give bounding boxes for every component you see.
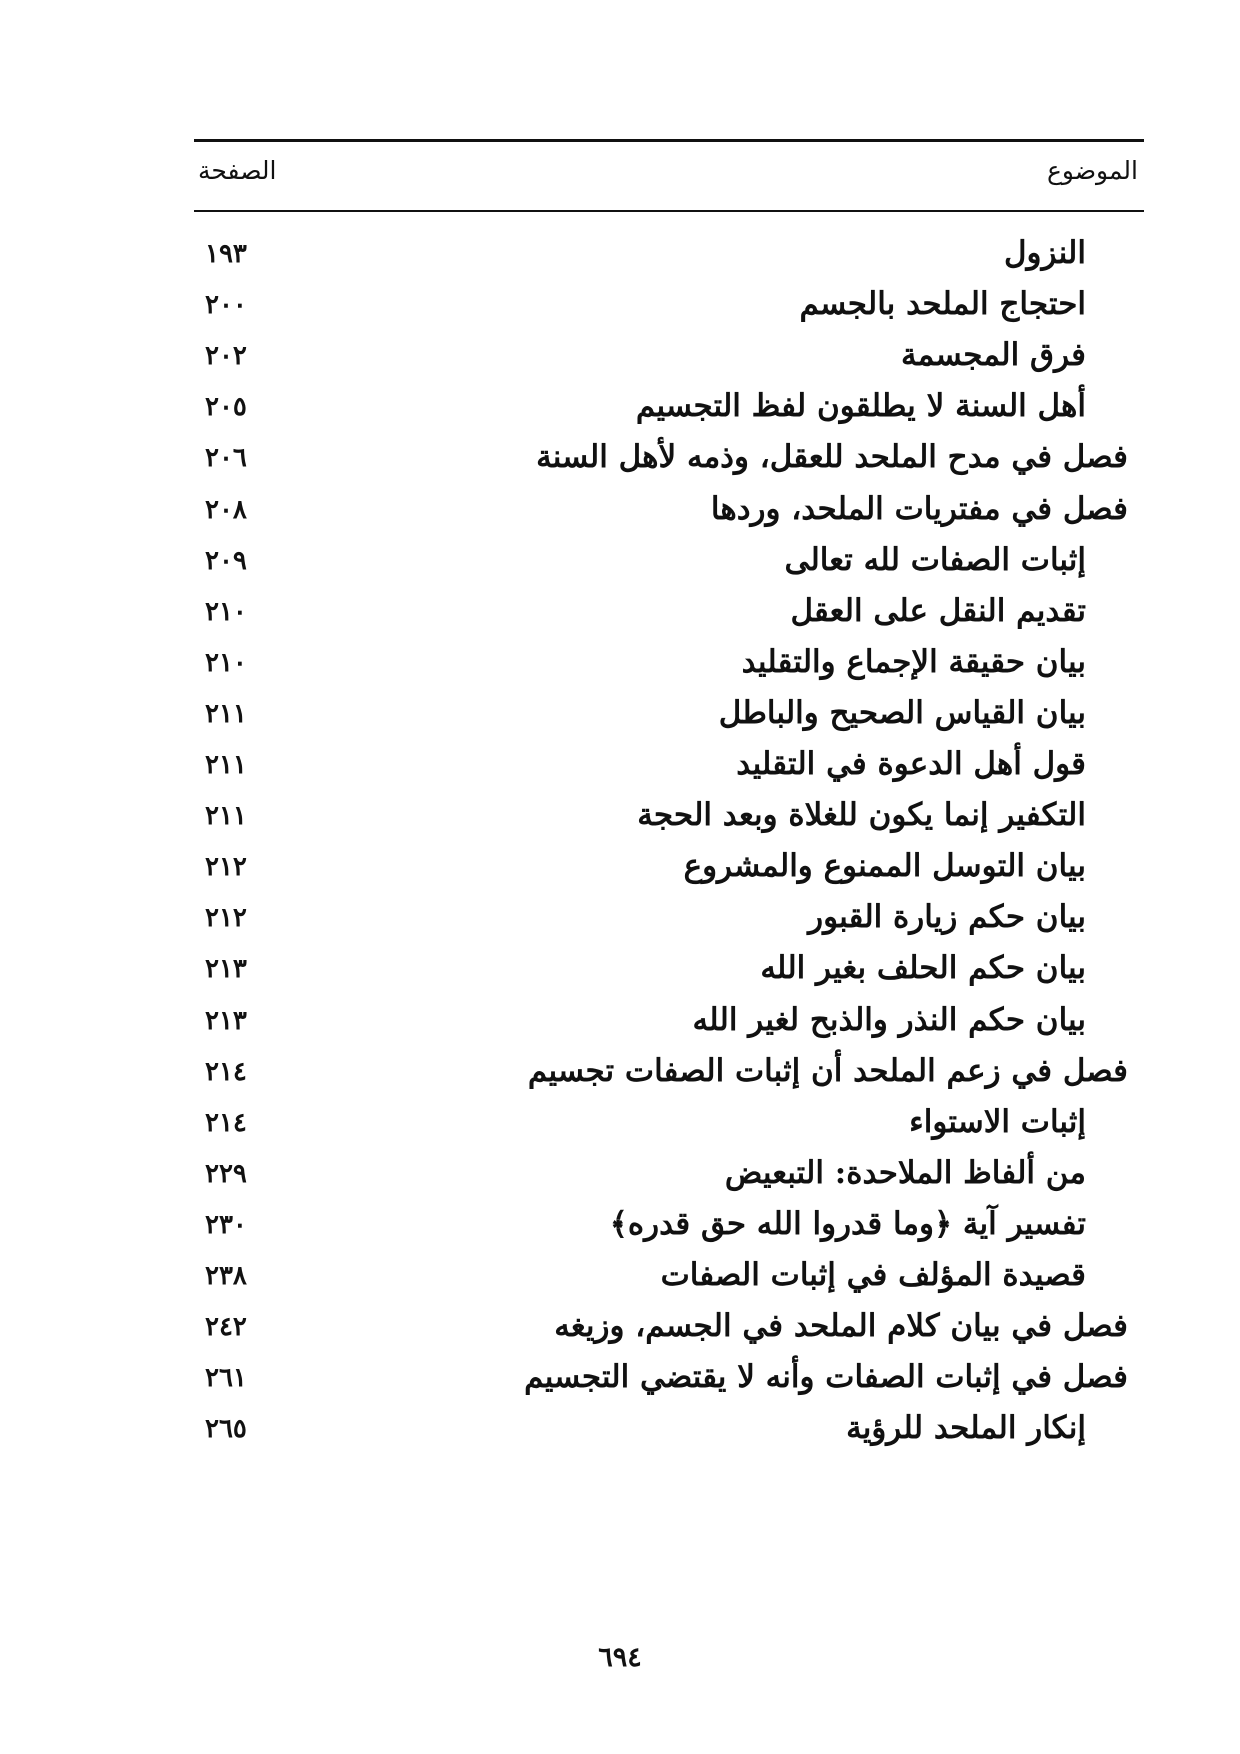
topic-column-header: الموضوع — [1047, 156, 1138, 185]
toc-entry-title: إنكار الملحد للرؤية — [846, 1410, 1086, 1447]
toc-entry — [0, 586, 1240, 636]
toc-entry-page: ٢٦١ — [205, 1363, 247, 1394]
toc-entry — [0, 995, 1240, 1045]
toc-entry — [0, 637, 1240, 687]
toc-entry-title: التكفير إنما يكون للغلاة وبعد الحجة — [637, 797, 1086, 834]
toc-entry-page: ٢١١ — [205, 750, 247, 780]
toc-entry — [0, 1352, 1240, 1402]
toc-entry — [0, 1046, 1240, 1096]
toc-entry-page: ٢١٤ — [205, 1107, 247, 1138]
toc-entry — [0, 892, 1240, 942]
toc-entry-page: ٢٠٢ — [205, 341, 247, 372]
page-number: ٦٩٤ — [598, 1642, 642, 1673]
toc-entry-title: بيان حكم زيارة القبور — [808, 899, 1086, 936]
toc-entry-title: فرق المجسمة — [901, 337, 1086, 374]
toc-entry — [0, 484, 1240, 534]
toc-entry-page: ٢٢٩ — [205, 1158, 247, 1189]
toc-entry — [0, 1097, 1240, 1147]
toc-entry-title: بيان حقيقة الإجماع والتقليد — [741, 643, 1086, 680]
toc-entry-page: ٢١٠ — [205, 596, 247, 627]
toc-entry — [0, 841, 1240, 891]
toc-entry-title: فصل في مفتريات الملحد، وردها — [710, 490, 1128, 527]
toc-entry-page: ٢٠٨ — [205, 494, 247, 525]
toc-entry — [0, 688, 1240, 738]
toc-entry — [0, 790, 1240, 840]
toc-entry-title: قول أهل الدعوة في التقليد — [736, 746, 1086, 782]
toc-entry-title: قصيدة المؤلف في إثبات الصفات — [660, 1257, 1086, 1293]
toc-entry-page: ٢١٢ — [205, 852, 247, 883]
toc-entry — [0, 535, 1240, 585]
toc-entry-title: بيان التوسل الممنوع والمشروع — [683, 848, 1086, 885]
toc-entry-page: ١٩٣ — [205, 239, 247, 269]
toc-entry-page: ٢٠٠ — [205, 290, 247, 321]
toc-entry-title: احتجاج الملحد بالجسم — [799, 286, 1086, 323]
toc-entry-title: من ألفاظ الملاحدة: التبعيض — [724, 1154, 1086, 1191]
toc-entry-page: ٢١٤ — [205, 1056, 247, 1087]
toc-entry-title: بيان القياس الصحيح والباطل — [718, 694, 1086, 731]
toc-entry — [0, 1301, 1240, 1351]
toc-entry-page: ٢٠٩ — [205, 545, 247, 576]
page-column-header: الصفحة — [198, 156, 277, 185]
toc-entry — [0, 739, 1240, 789]
toc-entry — [0, 1403, 1240, 1453]
toc-entry — [0, 279, 1240, 329]
toc-entry-title: بيان حكم النذر والذبح لغير الله — [692, 1001, 1086, 1038]
toc-entry — [0, 330, 1240, 380]
toc-entry-page: ٢١٠ — [205, 647, 247, 678]
toc-entry-title: أهل السنة لا يطلقون لفظ التجسيم — [635, 388, 1086, 425]
toc-entry-title: بيان حكم الحلف بغير الله — [760, 950, 1086, 987]
toc-entry — [0, 1199, 1240, 1249]
toc-entry-title: فصل في بيان كلام الملحد في الجسم، وزيغه — [554, 1308, 1128, 1345]
toc-entry-title: فصل في إثبات الصفات وأنه لا يقتضي التجسيم — [524, 1359, 1128, 1396]
toc-entry-page: ٢١٢ — [205, 903, 247, 934]
toc-entry — [0, 943, 1240, 993]
toc-entry-title: تقديم النقل على العقل — [790, 592, 1086, 629]
toc-entry-title: إثبات الصفات لله تعالى — [784, 541, 1086, 578]
toc-entry — [0, 1148, 1240, 1198]
toc-entry-page: ٢٣٨ — [205, 1261, 247, 1291]
toc-entry-page: ٢١٣ — [205, 954, 247, 985]
toc-entry-title: إثبات الاستواء — [909, 1103, 1086, 1140]
toc-entry-page: ٢٠٦ — [205, 443, 247, 474]
toc-entry-title: تفسير آية ﴿وما قدروا الله حق قدره﴾ — [609, 1205, 1086, 1242]
toc-entry-page: ٢١٣ — [205, 1005, 247, 1036]
toc-entry — [0, 381, 1240, 431]
toc-entry — [0, 228, 1240, 278]
toc-entry-page: ٢١١ — [205, 698, 247, 729]
toc-entry — [0, 1250, 1240, 1300]
toc-entry-title: فصل في زعم الملحد أن إثبات الصفات تجسيم — [527, 1052, 1128, 1089]
toc-entry-page: ٢٦٥ — [205, 1414, 247, 1445]
toc-entry-page: ٢٠٥ — [205, 392, 247, 423]
toc-entry-page: ٢٣٠ — [205, 1209, 247, 1240]
toc-entry — [0, 432, 1240, 482]
toc-entry-page: ٢٤٢ — [205, 1312, 247, 1343]
toc-entry-page: ٢١١ — [205, 801, 247, 832]
toc-entry-title: النزول — [1003, 235, 1086, 271]
toc-entry-title: فصل في مدح الملحد للعقل، وذمه لأهل السنة — [536, 439, 1128, 476]
